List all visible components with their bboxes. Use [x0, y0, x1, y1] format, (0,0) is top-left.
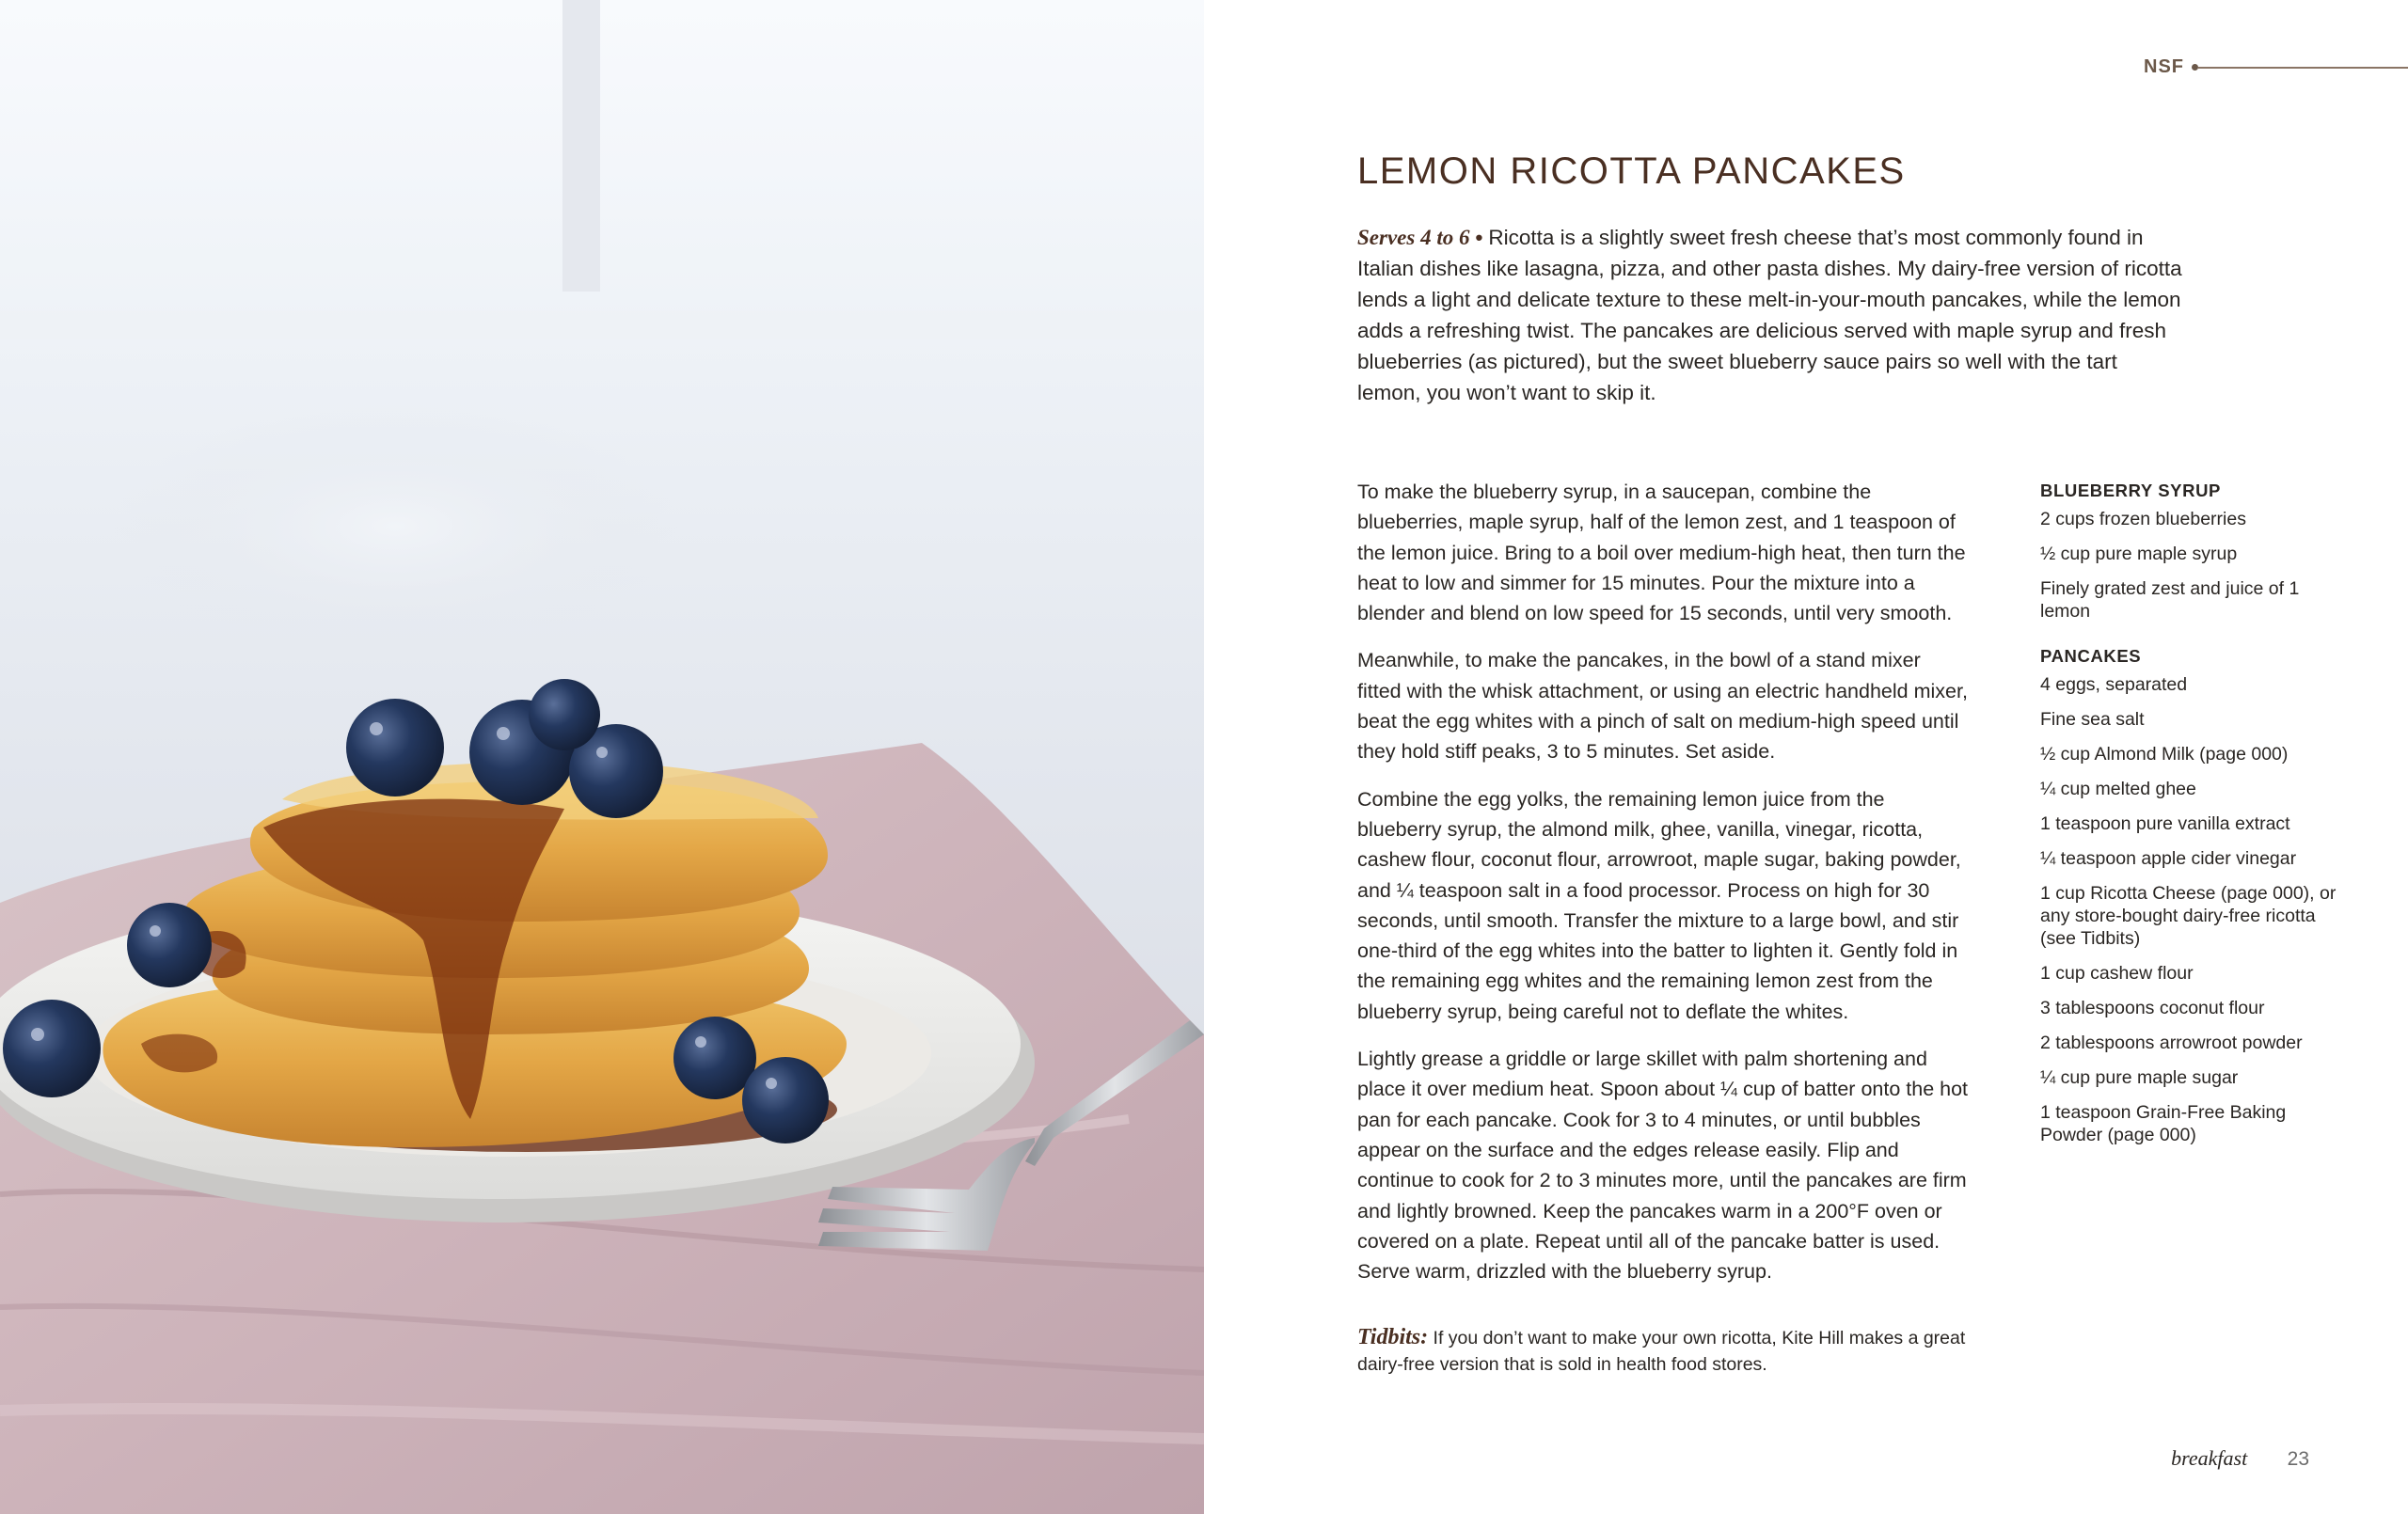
ingredient-item: 4 eggs, separated: [2040, 674, 2188, 695]
ingredient-group-title: PANCAKES: [2040, 646, 2142, 666]
method-step: Lightly grease a griddle or large skillet with palm shortening and place it over medium heat. Spoon about ¼ cup of batter onto the hot pan for each pancake. Cook for 3 to 4 minutes, or until bubbles appear on the surface and the edges release easily. Flip and continue to cook for 2 to 3 minutes more, until the pancakes are firm and lightly browned. Keep the pancakes warm in a 200°F oven or covered on a plate. Repeat until all of the pancake batter is used. Serve warm, drizzled with the blueberry syrup.: [1357, 1048, 1969, 1284]
method-step: Combine the egg yolks, the remaining lemon juice from the blueberry syrup, the almond milk, ghee, vanilla, vinegar, ricotta, cashew flour, coconut flour, arrowroot, maple sugar, baking powder, and ¼ teaspoon salt in a food processor. Process on high for 30 seconds, until smooth. Transfer the mixture to a large bowl, and stir one-third of the egg whites into the batter to lighten it. Gently fold in the remaining egg whites and the remaining lemon zest from the blueberry syrup, being careful not to deflate the whites.: [1357, 787, 1961, 1023]
ingredient-item: ¼ teaspoon apple cider vinegar: [2040, 848, 2297, 869]
method-step: Meanwhile, to make the pancakes, in the bowl of a stand mixer fitted with the whisk attachment, or using an electric handheld mixer, beat the egg whites with a pinch of salt on medium-high speed until they hold stiff peaks, 3 to 5 minutes. Set aside.: [1357, 649, 1968, 764]
recipe-intro: [1357, 222, 2185, 408]
intro-text: Ricotta is a slightly sweet fresh cheese that’s most commonly found in Italian dishes like lasagna, pizza, and other pasta dishes. My dairy-free version of ricotta lends a light and delicate texture to these melt-in-your-mouth pancakes, while the lemon adds a refreshing twist. The pancakes are delicious served with maple syrup and fresh blueberries (as pictured), but the sweet blueberry sauce pairs so well with the tart lemon, you won’t want to skip it.: [1357, 226, 2182, 404]
ingredient-item: Finely grated zest and juice of 1 lemon: [2040, 578, 2300, 622]
recipe-title: LEMON RICOTTA PANCAKES: [1357, 150, 1906, 192]
tidbits-text: If you don’t want to make your own ricotta, Kite Hill makes a great dairy-free version that is sold in health food stores.: [1357, 1328, 1966, 1375]
ingredient-item: ¼ cup pure maple sugar: [2040, 1067, 2239, 1088]
tab-rule: [2198, 67, 2408, 69]
bullet-separator: •: [1475, 226, 1483, 249]
ingredient-item: 2 tablespoons arrowroot powder: [2040, 1033, 2303, 1053]
tab-dot-icon: [2192, 64, 2198, 71]
method-steps: [1357, 477, 1969, 1303]
section-tab: [2144, 55, 2408, 83]
ingredient-item: ½ cup pure maple syrup: [2040, 544, 2238, 564]
page-footer: [1204, 1446, 2309, 1475]
tidbits-label: Tidbits:: [1357, 1325, 1429, 1349]
recipe-page: [1204, 0, 2408, 1514]
ingredient-group-pancakes: [2040, 645, 2351, 1146]
tidbits-note: [1357, 1324, 2016, 1378]
ingredient-item: 3 tablespoons coconut flour: [2040, 998, 2265, 1018]
ingredient-group-title: BLUEBERRY SYRUP: [2040, 481, 2221, 500]
page-number: 23: [2287, 1448, 2309, 1470]
ingredient-list: [2040, 480, 2351, 1159]
ingredient-item: ½ cup Almond Milk (page 000): [2040, 744, 2289, 765]
ingredient-item: ¼ cup melted ghee: [2040, 779, 2196, 799]
ingredient-item: 1 cup cashew flour: [2040, 963, 2194, 984]
tab-label: NSF: [2144, 56, 2184, 77]
ingredient-item: Fine sea salt: [2040, 709, 2145, 730]
method-step: To make the blueberry syrup, in a saucepan, combine the blueberries, maple syrup, half of the lemon zest, and 1 teaspoon of the lemon juice. Bring to a boil over medium-high heat, then turn the heat to low and simmer for 15 minutes. Pour the mixture into a blender and blend on low speed for 15 seconds, until very smooth.: [1357, 481, 1966, 625]
ingredient-item: 1 teaspoon Grain-Free Baking Powder (page 000): [2040, 1102, 2287, 1145]
ingredient-group-syrup: [2040, 480, 2351, 623]
ingredient-item: 2 cups frozen blueberries: [2040, 509, 2246, 529]
ingredient-item: 1 teaspoon pure vanilla extract: [2040, 813, 2290, 834]
footer-section-name: breakfast: [2171, 1446, 2248, 1470]
serves-label: Serves 4 to 6: [1357, 226, 1470, 249]
ingredient-item: 1 cup Ricotta Cheese (page 000), or any store-bought dairy-free ricotta (see Tidbits): [2040, 883, 2337, 949]
